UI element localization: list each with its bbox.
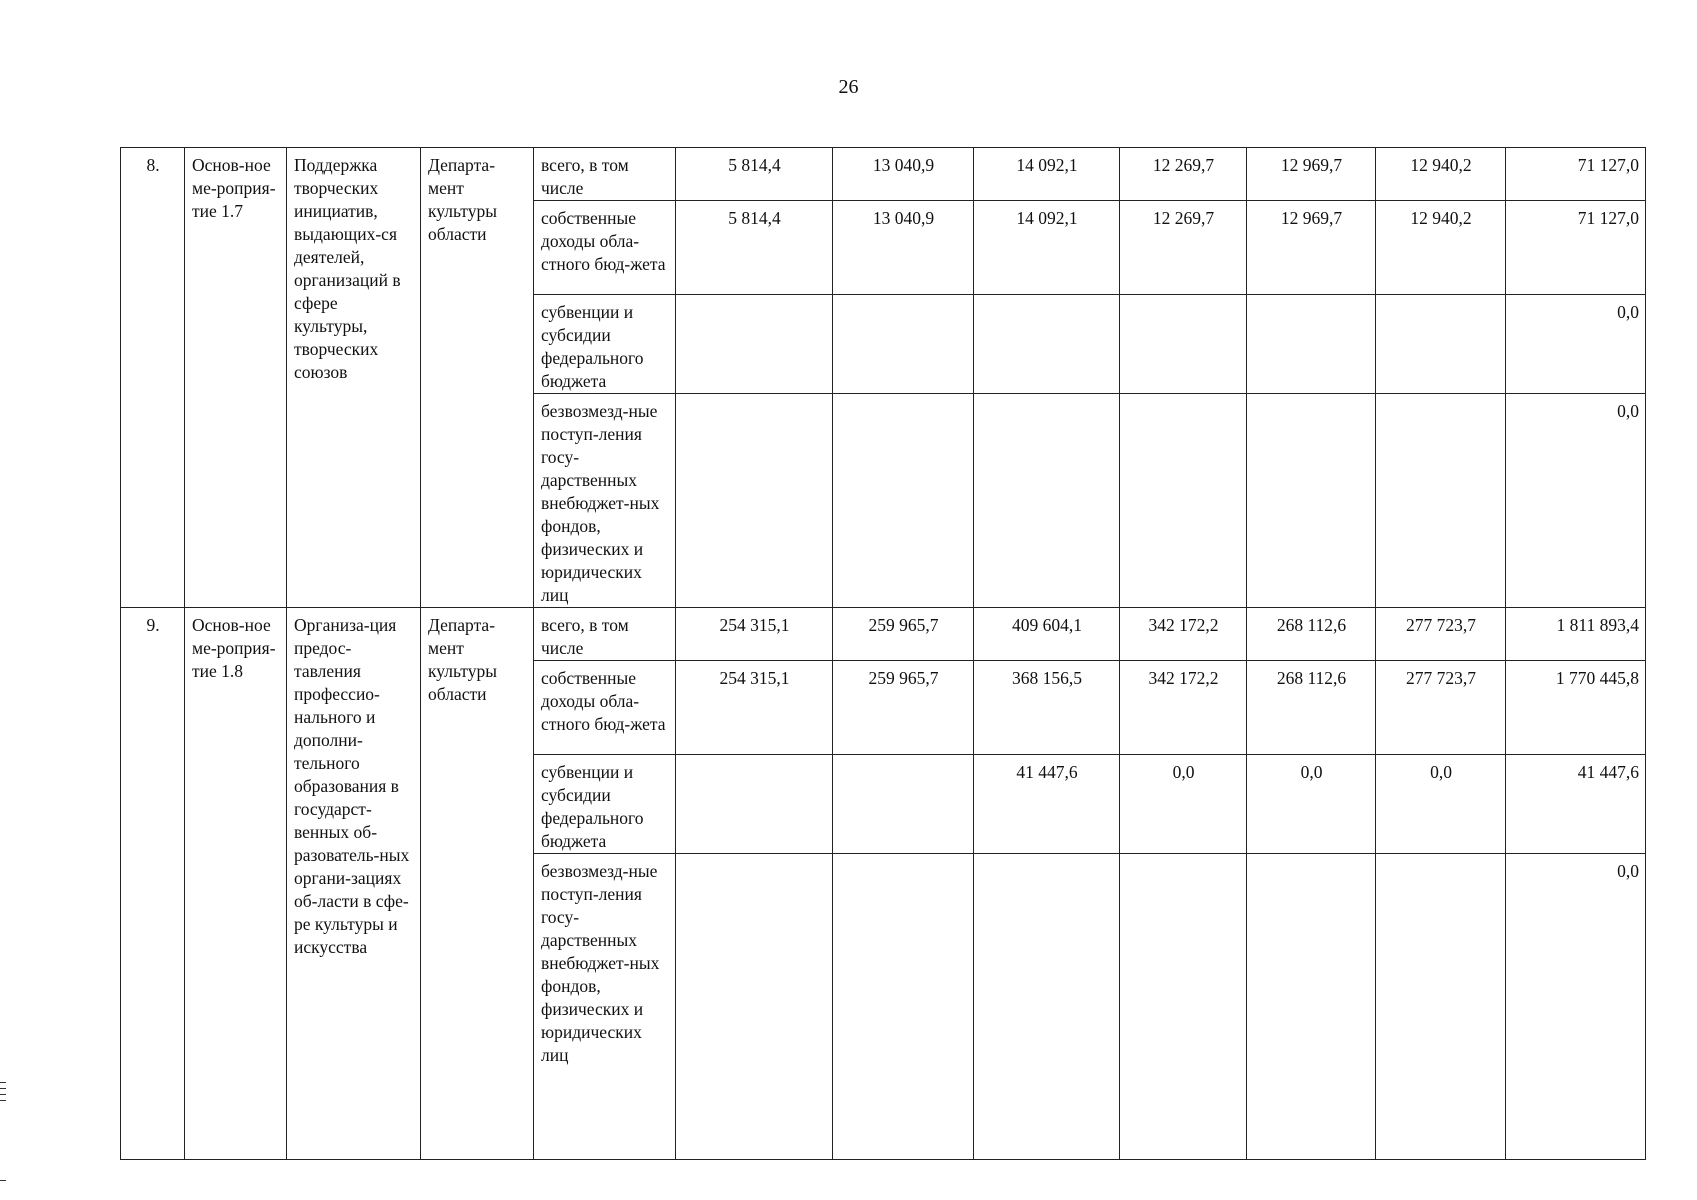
source-label: субвенции и субсидии федерального бюджета — [534, 295, 676, 394]
source-label: безвозмезд-ные поступ-ления госу-дарственных внебюджет-ных фондов, физических и юридических лиц — [534, 854, 676, 1160]
total-cell: 0,0 — [1506, 854, 1646, 1160]
value-cell — [676, 854, 833, 1160]
value-cell — [676, 295, 833, 394]
value-cell: 277 723,7 — [1376, 608, 1506, 661]
value-cell: 0,0 — [1247, 755, 1376, 854]
total-cell: 71 127,0 — [1506, 148, 1646, 201]
value-cell — [974, 854, 1120, 1160]
scan-mark — [0, 1180, 6, 1181]
value-cell — [1120, 295, 1247, 394]
value-cell — [676, 394, 833, 608]
value-cell: 268 112,6 — [1247, 608, 1376, 661]
value-cell: 0,0 — [1376, 755, 1506, 854]
value-cell: 254 315,1 — [676, 608, 833, 661]
value-cell: 342 172,2 — [1120, 608, 1247, 661]
value-cell — [1376, 394, 1506, 608]
value-cell: 12 269,7 — [1120, 148, 1247, 201]
value-cell — [1247, 295, 1376, 394]
scan-mark — [0, 1088, 6, 1089]
value-cell: 41 447,6 — [974, 755, 1120, 854]
event-name: Организа-ция предос-тавления профессио-нального и дополни-тельного образования в государст-венных об-разователь-ных органи-зациях об-ласти в сфе-ре культуры и искусства — [287, 608, 421, 1160]
page-number: 26 — [838, 76, 859, 98]
table-row — [121, 608, 1646, 661]
scan-mark — [0, 1100, 6, 1101]
total-cell: 41 447,6 — [1506, 755, 1646, 854]
value-cell: 12 969,7 — [1247, 201, 1376, 295]
value-cell: 12 269,7 — [1120, 201, 1247, 295]
value-cell — [833, 295, 974, 394]
value-cell: 12 940,2 — [1376, 148, 1506, 201]
value-cell: 14 092,1 — [974, 201, 1120, 295]
value-cell: 254 315,1 — [676, 661, 833, 755]
value-cell: 5 814,4 — [676, 148, 833, 201]
value-cell — [833, 394, 974, 608]
source-label: субвенции и субсидии федерального бюджета — [534, 755, 676, 854]
value-cell — [1120, 394, 1247, 608]
source-label: собственные доходы обла-стного бюд-жета — [534, 201, 676, 295]
value-cell: 12 940,2 — [1376, 201, 1506, 295]
value-cell — [1247, 854, 1376, 1160]
total-cell: 0,0 — [1506, 394, 1646, 608]
value-cell: 13 040,9 — [833, 148, 974, 201]
value-cell: 14 092,1 — [974, 148, 1120, 201]
value-cell: 409 604,1 — [974, 608, 1120, 661]
total-cell: 1 770 445,8 — [1506, 661, 1646, 755]
source-label: всего, в том числе — [534, 148, 676, 201]
value-cell: 0,0 — [1120, 755, 1247, 854]
value-cell: 13 040,9 — [833, 201, 974, 295]
value-cell: 277 723,7 — [1376, 661, 1506, 755]
value-cell: 268 112,6 — [1247, 661, 1376, 755]
total-cell: 0,0 — [1506, 295, 1646, 394]
total-cell: 1 811 893,4 — [1506, 608, 1646, 661]
value-cell: 259 965,7 — [833, 608, 974, 661]
value-cell — [676, 755, 833, 854]
table-row — [121, 148, 1646, 201]
event-type: Основ-ное ме-роприя-тие 1.7 — [185, 148, 287, 608]
budget-table — [120, 147, 1646, 1160]
value-cell — [974, 394, 1120, 608]
source-label: безвозмезд-ные поступ-ления госу-дарственных внебюджет-ных фондов, физических и юридических лиц — [534, 394, 676, 608]
event-name: Поддержка творческих инициатив, выдающих-ся деятелей, организаций в сфере культуры, творческих союзов — [287, 148, 421, 608]
value-cell — [1120, 854, 1247, 1160]
value-cell: 368 156,5 — [974, 661, 1120, 755]
executor: Департа-мент культуры области — [421, 608, 534, 1160]
total-cell: 71 127,0 — [1506, 201, 1646, 295]
value-cell: 5 814,4 — [676, 201, 833, 295]
row-index: 9. — [121, 608, 185, 1160]
executor: Департа-мент культуры области — [421, 148, 534, 608]
value-cell: 342 172,2 — [1120, 661, 1247, 755]
value-cell — [833, 755, 974, 854]
row-index: 8. — [121, 148, 185, 608]
value-cell — [833, 854, 974, 1160]
value-cell: 12 969,7 — [1247, 148, 1376, 201]
event-type: Основ-ное ме-роприя-тие 1.8 — [185, 608, 287, 1160]
scan-mark — [0, 1082, 6, 1083]
value-cell — [1376, 295, 1506, 394]
value-cell — [1247, 394, 1376, 608]
value-cell — [1376, 854, 1506, 1160]
source-label: собственные доходы обла-стного бюд-жета — [534, 661, 676, 755]
value-cell: 259 965,7 — [833, 661, 974, 755]
value-cell — [974, 295, 1120, 394]
source-label: всего, в том числе — [534, 608, 676, 661]
scan-mark — [0, 1094, 6, 1095]
